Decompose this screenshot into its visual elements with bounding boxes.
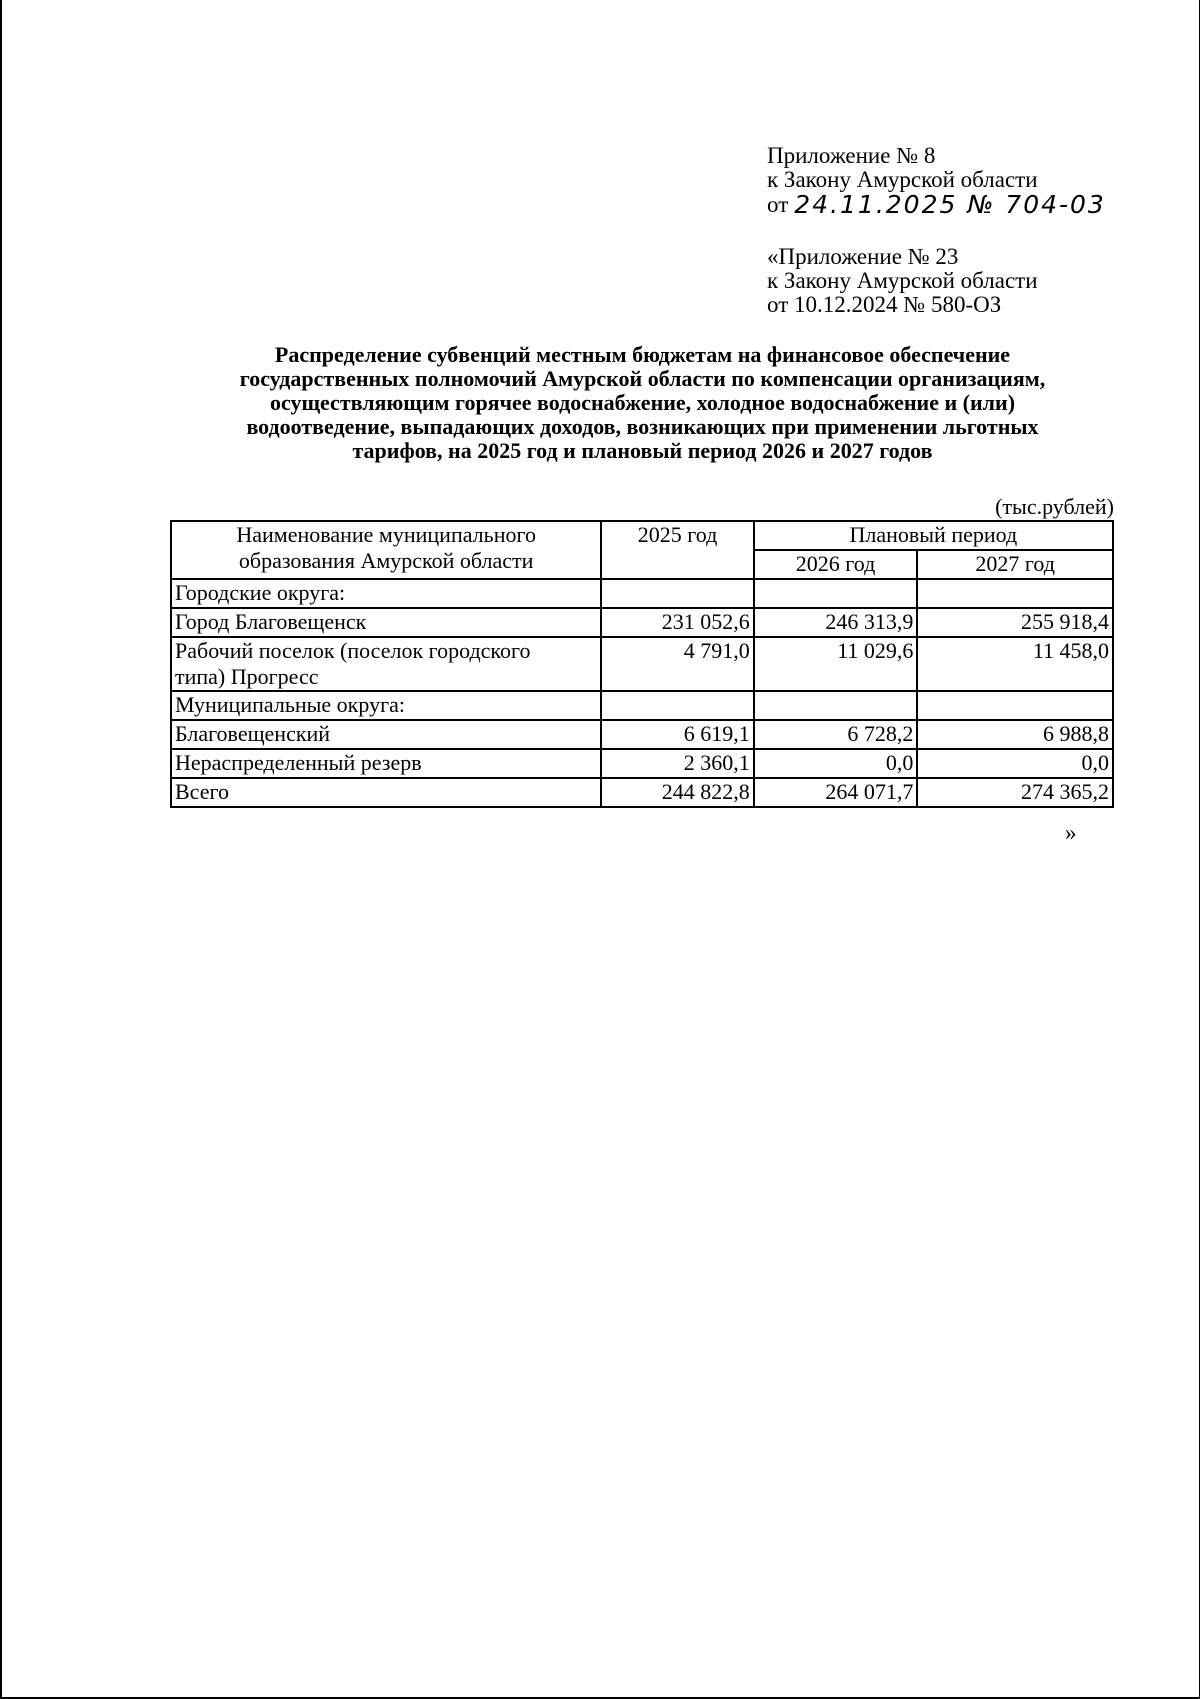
table-row xyxy=(171,579,1113,608)
value-2026 xyxy=(754,691,918,720)
header-year-2025: 2025 год xyxy=(601,521,753,579)
title-line: осуществляющим горячее водоснабжение, холодное водоснабжение и (или) xyxy=(269,390,1016,415)
header-year-2027: 2027 год xyxy=(917,550,1113,579)
value-2027 xyxy=(917,691,1113,720)
value-2027: 0,0 xyxy=(917,749,1113,778)
value-2026: 0,0 xyxy=(754,749,918,778)
municipality-name-line: типа) Прогресс xyxy=(175,664,319,689)
value-2027: 11 458,0 xyxy=(917,637,1113,691)
unallocated-reserve-label: Нераспределенный резерв xyxy=(171,749,601,778)
header-municipality-name xyxy=(171,521,601,579)
scan-border-left xyxy=(0,0,2,1699)
total-2025: 244 822,8 xyxy=(601,778,753,807)
total-2026: 264 071,7 xyxy=(754,778,918,807)
table-row xyxy=(171,720,1113,749)
value-2025: 231 052,6 xyxy=(601,608,753,637)
value-2026: 246 313,9 xyxy=(754,608,918,637)
total-2027: 274 365,2 xyxy=(917,778,1113,807)
title-line: государственных полномочий Амурской области по компенсации организациям, xyxy=(239,366,1046,391)
value-2025: 6 619,1 xyxy=(601,720,753,749)
previous-annex-law-reference: к Закону Амурской области xyxy=(767,268,1038,293)
value-2027: 255 918,4 xyxy=(917,608,1113,637)
municipality-name: Благовещенский xyxy=(171,720,601,749)
previous-annex-number: «Приложение № 23 xyxy=(767,244,959,269)
subvention-table xyxy=(170,520,1114,808)
value-2025: 4 791,0 xyxy=(601,637,753,691)
municipality-name xyxy=(171,637,601,691)
value-2027 xyxy=(917,579,1113,608)
municipality-name: Город Благовещенск xyxy=(171,608,601,637)
handwritten-date-number: 24.11.2025 № 704-03 xyxy=(794,190,1106,219)
header-plan-period: Плановый период xyxy=(754,521,1113,550)
annex-law-reference: к Закону Амурской области xyxy=(767,167,1038,192)
header-name-line: образования Амурской области xyxy=(238,548,534,573)
value-2025 xyxy=(601,579,753,608)
header-name-line: Наименование муниципального xyxy=(236,522,536,547)
table-header-row xyxy=(171,521,1113,550)
table-row xyxy=(171,608,1113,637)
units-label: (тыс.рублей) xyxy=(995,494,1114,519)
header-year-2026: 2026 год xyxy=(754,550,918,579)
title-line: водоотведение, выпадающих доходов, возникающих при применении льготных xyxy=(246,414,1039,439)
closing-quote: » xyxy=(1065,820,1077,845)
table-row xyxy=(171,637,1113,691)
section-heading-municipal-districts: Муниципальные округа: xyxy=(171,691,601,720)
annex-number: Приложение № 8 xyxy=(767,143,936,168)
table-total-row xyxy=(171,778,1113,807)
table-row xyxy=(171,749,1113,778)
annex-previous-header xyxy=(767,245,1038,317)
municipality-name-line: Рабочий поселок (поселок городского xyxy=(175,638,531,663)
annex-current-header xyxy=(767,144,1106,217)
title-line: тарифов, на 2025 год и плановый период 2026 и 2027 годов xyxy=(352,438,933,463)
table-row xyxy=(171,691,1113,720)
title-line: Распределение субвенций местным бюджетам на финансовое обеспечение xyxy=(274,342,1011,367)
document-title xyxy=(170,343,1115,463)
value-2027: 6 988,8 xyxy=(917,720,1113,749)
value-2025 xyxy=(601,691,753,720)
previous-annex-date: от 10.12.2024 № 580-ОЗ xyxy=(767,292,1002,317)
value-2025: 2 360,1 xyxy=(601,749,753,778)
total-label: Всего xyxy=(171,778,601,807)
value-2026: 6 728,2 xyxy=(754,720,918,749)
annex-date-prefix: от xyxy=(767,192,789,217)
value-2026: 11 029,6 xyxy=(754,637,918,691)
value-2026 xyxy=(754,579,918,608)
section-heading-urban-districts: Городские округа: xyxy=(171,579,601,608)
annex-date-line xyxy=(767,192,1106,217)
